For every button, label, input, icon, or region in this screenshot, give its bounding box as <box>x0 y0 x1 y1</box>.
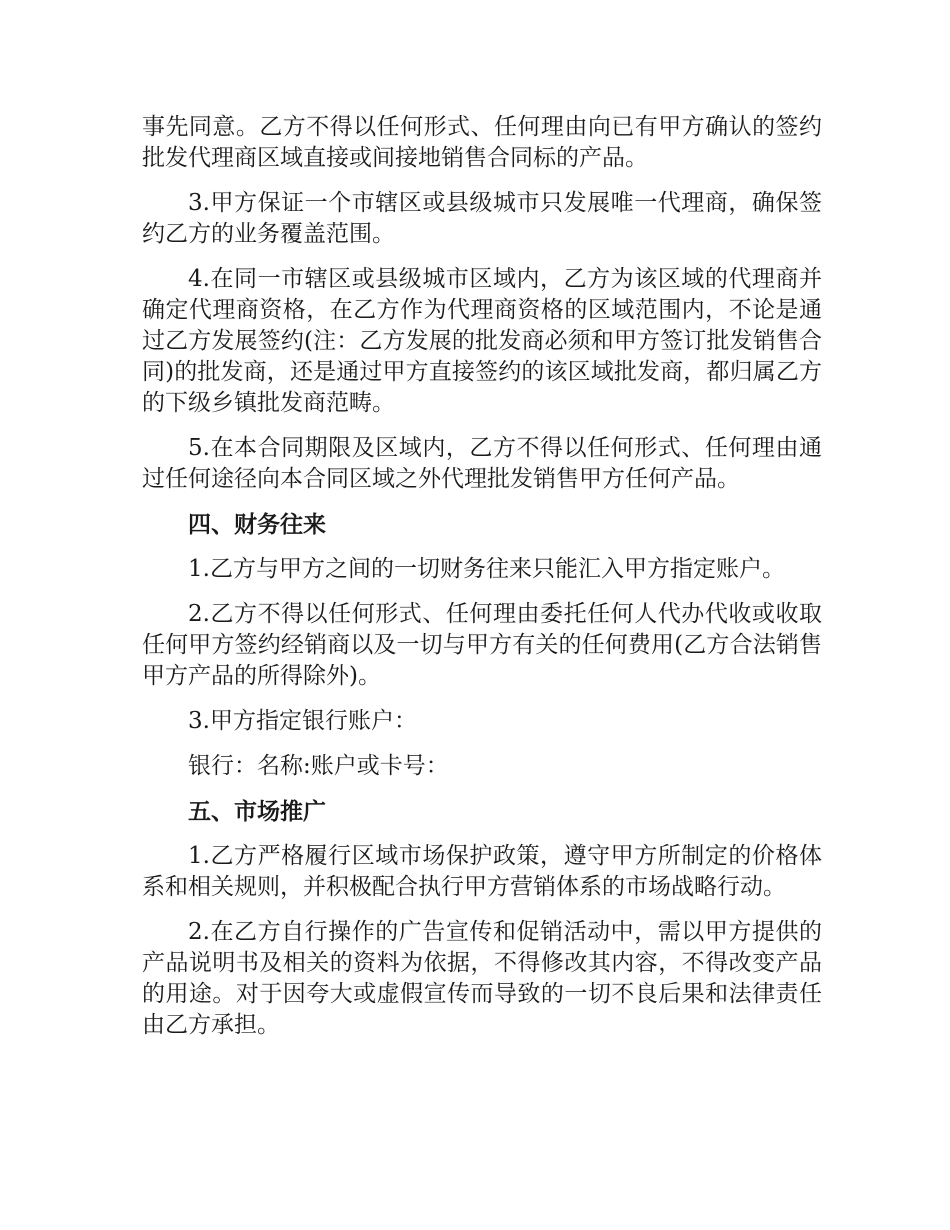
section-heading-finance: 四、财务往来 <box>188 511 326 538</box>
paragraph-finance-1: 1.乙方与甲方之间的一切财务往来只能汇入甲方指定账户。 <box>188 556 785 582</box>
paragraph-marketing-1: 1.乙方严格履行区域市场保护政策，遵守甲方所制定的价格体系和相关规则，并积极配合执行甲方营销体系的市场战略行动。 <box>142 843 822 900</box>
paragraph-bank-info: 银行：名称:账户或卡号： <box>188 753 449 779</box>
paragraph-continuation: 事先同意。乙方不得以任何形式、任何理由向已有甲方确认的签约批发代理商区域直接或间接地销售合同标的产品。 <box>142 114 822 171</box>
paragraph-finance-2: 2.乙方不得以任何形式、任何理由委托任何人代办代收或收取任何甲方签约经销商以及一切与甲方有关的任何费用(乙方合法销售甲方产品的所得除外)。 <box>142 601 822 689</box>
paragraph-clause-3: 3.甲方保证一个市辖区或县级城市只发展唯一代理商，确保签约乙方的业务覆盖范围。 <box>142 190 822 247</box>
paragraph-finance-3: 3.甲方指定银行账户： <box>188 708 417 734</box>
section-heading-marketing: 五、市场推广 <box>188 798 326 825</box>
document-body <box>142 112 822 1055</box>
paragraph-clause-4: 4.在同一市辖区或县级城市区域内，乙方为该区域的代理商并确定代理商资格，在乙方作为代理商资格的区域范围内，不论是通过乙方发展签约(注：乙方发展的批发商必须和甲方签订批发销售合同)的批发商，还是通过甲方直接签约的该区域批发商，都归属乙方的下级乡镇批发商范畴。 <box>142 266 822 416</box>
paragraph-clause-5: 5.在本合同期限及区域内，乙方不得以任何形式、任何理由通过任何途径向本合同区域之外代理批发销售甲方任何产品。 <box>142 435 822 492</box>
paragraph-marketing-2: 2.在乙方自行操作的广告宣传和促销活动中，需以甲方提供的产品说明书及相关的资料为依据，不得修改其内容，不得改变产品的用途。对于因夸大或虚假宣传而导致的一切不良后果和法律责任由乙方承担。 <box>142 919 822 1038</box>
